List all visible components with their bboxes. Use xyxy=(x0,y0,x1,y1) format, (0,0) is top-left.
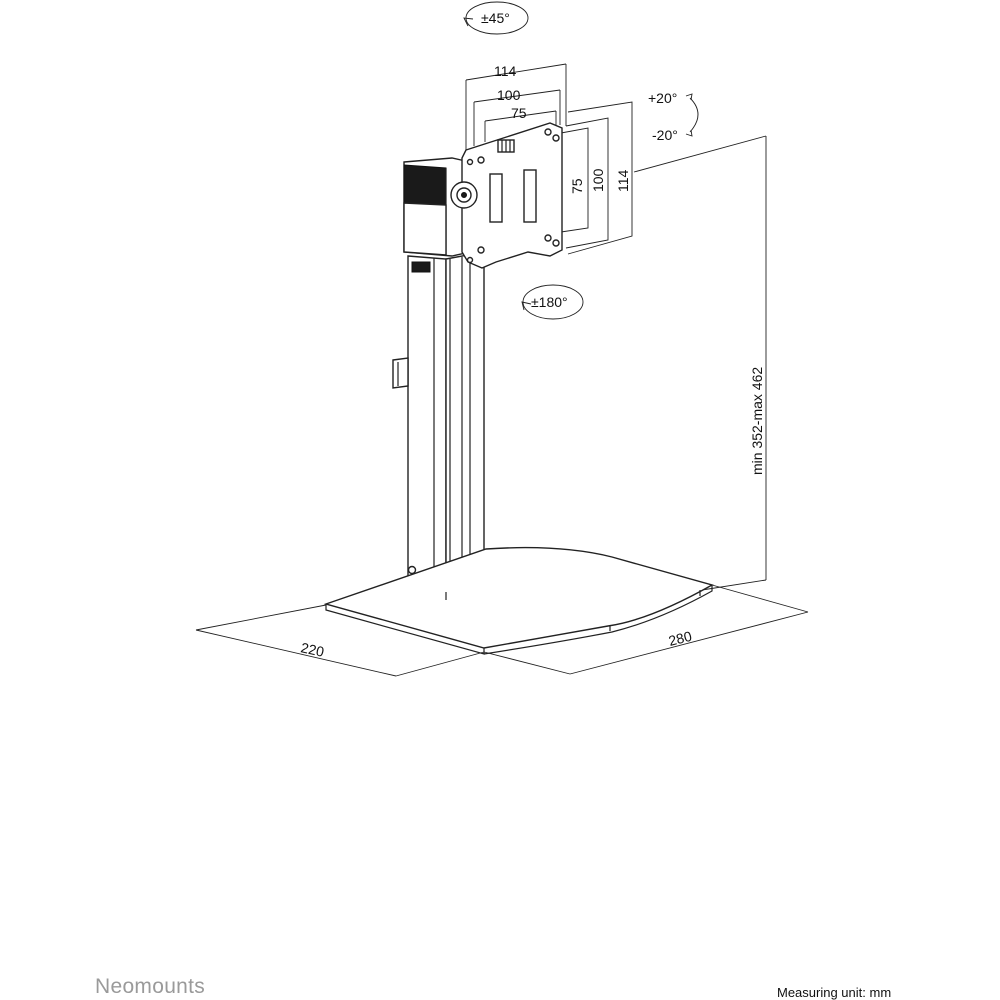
swivel-label: ±45° xyxy=(481,10,510,26)
vesa-plate xyxy=(451,123,562,268)
vesa-width-100: 100 xyxy=(497,87,521,103)
vesa-width-75: 75 xyxy=(511,105,527,121)
height-label: min 352-max 462 xyxy=(749,366,765,475)
stand-base xyxy=(326,548,712,654)
tilt-down-label: -20° xyxy=(652,127,678,143)
vesa-vertical-dimensions xyxy=(561,102,632,254)
base-width-label: 280 xyxy=(666,627,694,649)
rotation-indicator xyxy=(522,285,583,319)
tilt-indicator xyxy=(648,90,698,143)
height-dimension xyxy=(634,136,766,590)
vesa-height-100: 100 xyxy=(590,168,606,192)
vesa-height-75: 75 xyxy=(569,178,585,194)
measuring-unit-note: Measuring unit: mm xyxy=(777,985,892,1000)
vesa-height-114: 114 xyxy=(615,169,631,192)
brand-logo-text: Neomounts xyxy=(95,975,206,998)
tilt-up-label: +20° xyxy=(648,90,678,106)
base-depth-label: 220 xyxy=(299,639,326,660)
vesa-width-114: 114 xyxy=(494,63,517,79)
swivel-indicator xyxy=(464,2,528,34)
rotation-label: ±180° xyxy=(531,294,568,310)
